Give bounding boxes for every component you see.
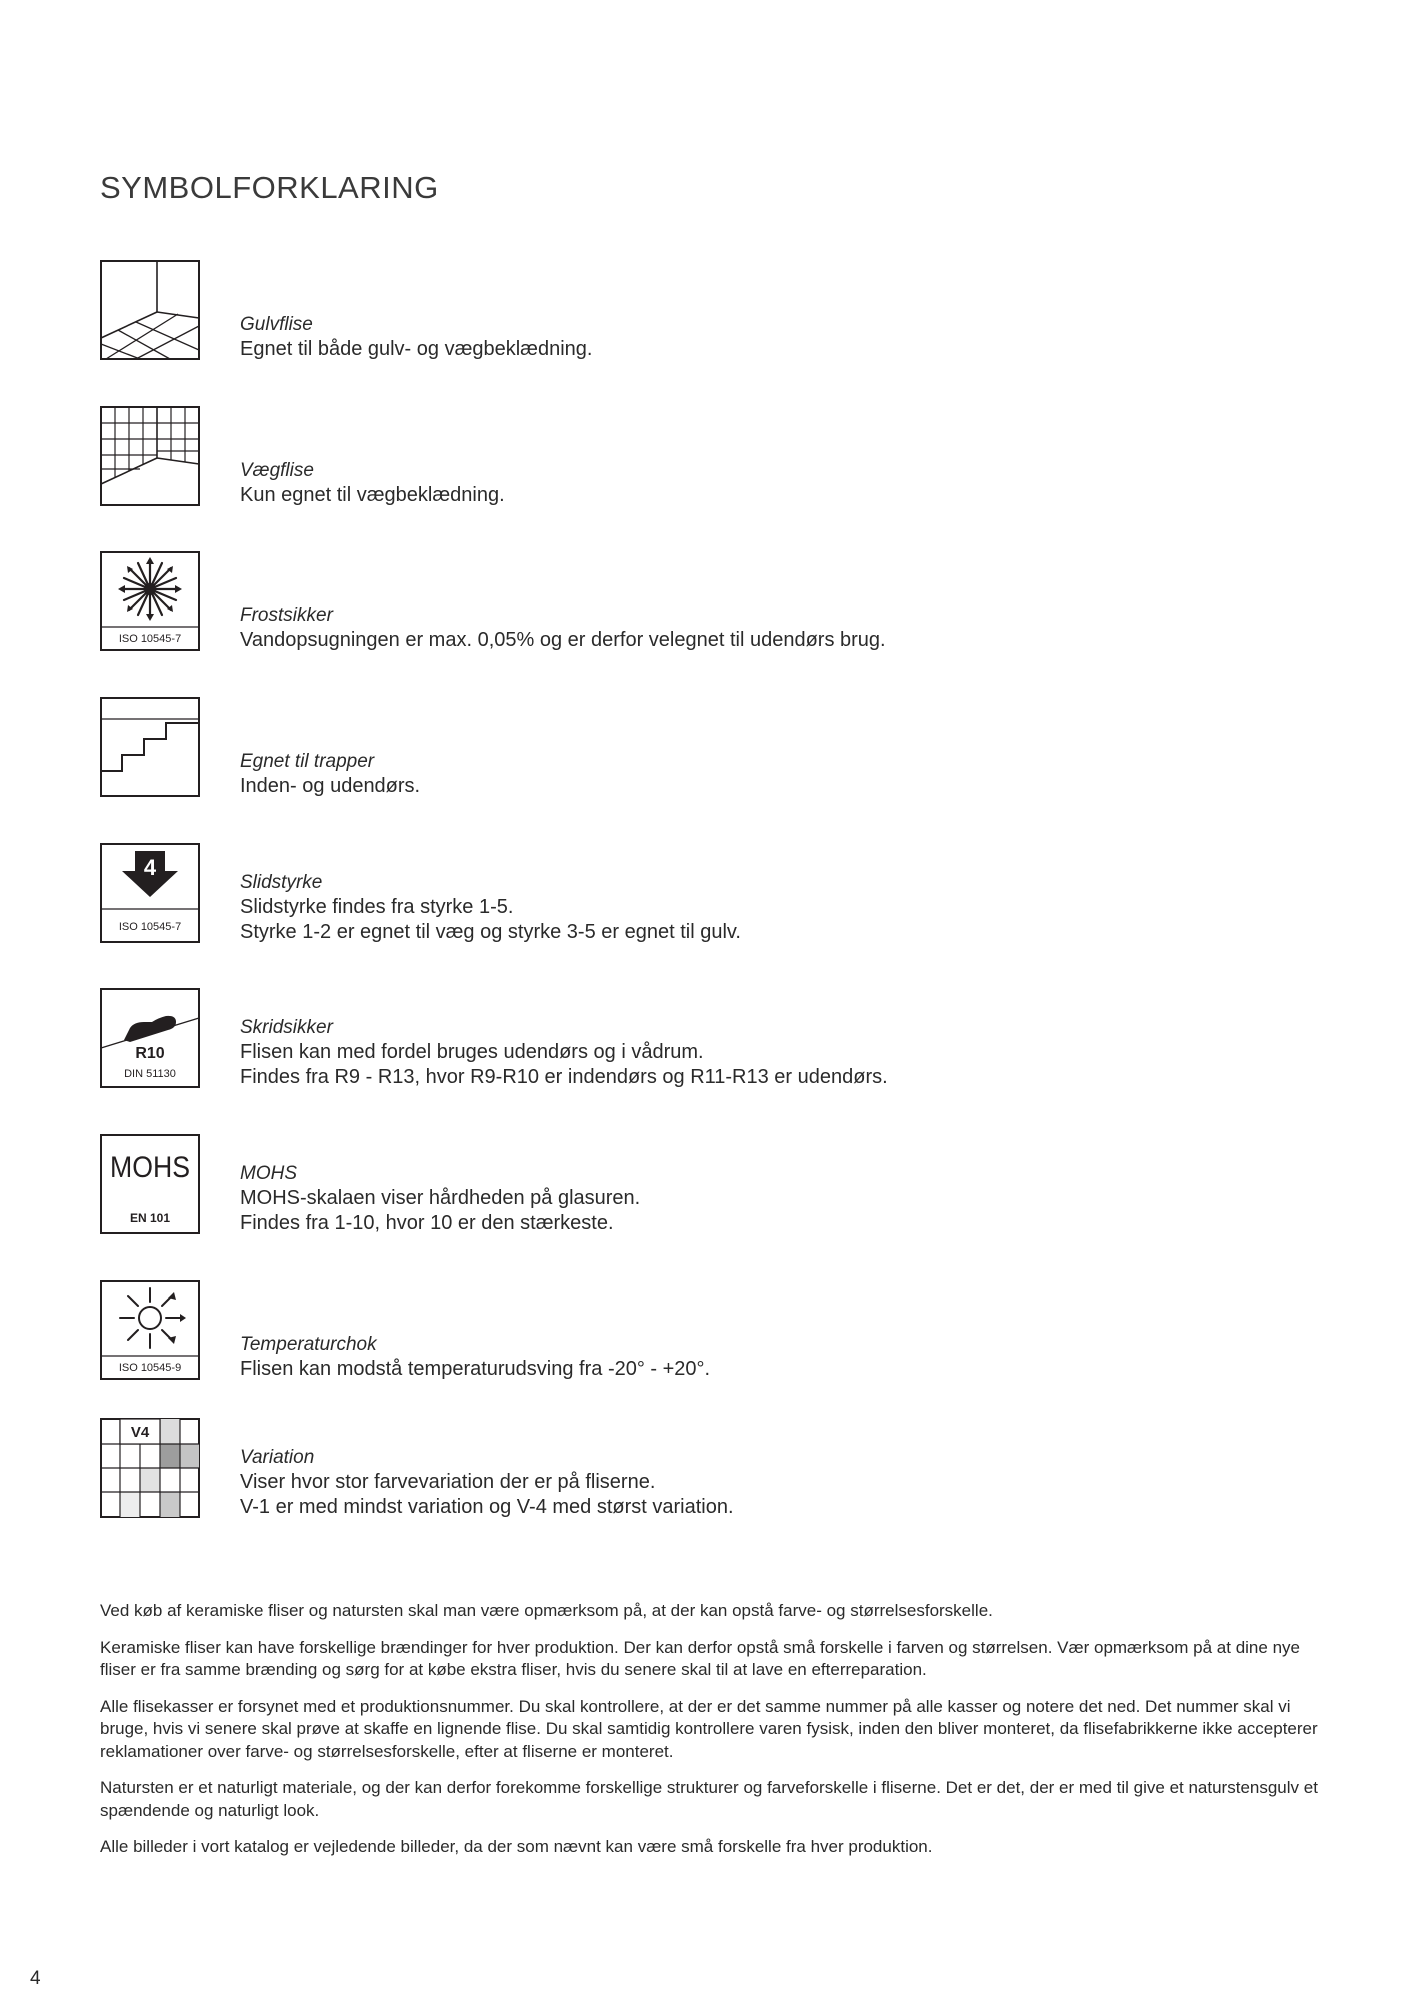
symbol-text [240,458,1240,508]
symbol-row-slip-resistant [100,988,1250,1088]
thermal-shock-icon [100,1280,200,1380]
symbol-row-frost-resistant [100,551,1250,651]
symbol-title: Vægflise [240,460,314,481]
symbol-description: V-1 er med mindst variation og V-4 med størst variation. [240,1496,734,1518]
symbol-text [240,1015,1240,1090]
icon-standard-label: ISO 10545-9 [118,1362,182,1374]
symbol-row-stairs [100,697,1250,797]
icon-wear-class: 4 [143,855,157,880]
symbol-description: MOHS-skalaen viser hårdheden på glasuren. [240,1187,641,1209]
color-variation-icon [100,1418,200,1518]
symbol-title: Frostsikker [240,605,333,626]
symbol-description: Inden- og udendørs. [240,775,421,797]
symbol-description: Kun egnet til vægbeklædning. [240,484,505,506]
symbol-title: Variation [240,1447,315,1468]
info-text-block [100,1600,1330,1873]
symbol-row-thermal-shock [100,1280,1250,1380]
symbol-title: Slidstyrke [240,872,323,893]
symbol-title: Gulvflise [240,314,313,335]
symbol-text [240,603,1240,653]
wear-resistance-icon [100,843,200,943]
symbol-row-mohs [100,1134,1250,1234]
symbol-row-variation [100,1418,1250,1518]
wall-tile-icon [100,406,200,506]
symbol-row-wall-tile [100,406,1250,506]
symbol-description: Flisen kan med fordel bruges udendørs og i vådrum. [240,1041,704,1063]
icon-standard-label: ISO 10545-7 [118,921,182,933]
symbol-title: Skridsikker [240,1017,333,1038]
symbol-text [240,1332,1240,1382]
info-paragraph: Alle flisekasser er forsynet med et produktionsnummer. Du skal kontrollere, at der er det samme nummer på alle kasser og notere det ned. Det nummer skal vi bruge, hvis vi senere skal prøve at skaffe en lignende flise. Du skal samtidig kontrollere varen fysisk, inden den bliver monteret, da flisefabrikkerne ikke accepterer reklamationer over farve- og størrelsesforskelle, efter at fliserne er monteret. [100,1696,1318,1761]
symbol-description: Findes fra R9 - R13, hvor R9-R10 er indendørs og R11-R13 er udendørs. [240,1066,888,1088]
symbol-row-floor-tile [100,260,1250,360]
symbol-title: MOHS [240,1163,297,1184]
icon-slip-class: R10 [135,1045,165,1062]
symbol-text [240,1445,1240,1520]
icon-mohs-label: MOHS [110,1151,190,1184]
symbol-description: Egnet til både gulv- og vægbeklædning. [240,338,593,360]
frost-resistant-icon [100,551,200,651]
page-title: SYMBOLFORKLARING [100,170,439,205]
page-number: 4 [30,1968,41,1989]
symbol-text [240,749,1240,799]
info-paragraph: Alle billeder i vort katalog er vejledende billeder, da der som nævnt kan være små forskelle fra hver produktion. [100,1837,933,1856]
icon-variation-class: V4 [130,1424,150,1441]
symbol-text [240,312,1240,362]
info-paragraph: Keramiske fliser kan have forskellige brændinger for hver produktion. Der kan derfor opstå små forskelle i farven og størrelsen. Vær opmærksom på at dine nye fliser er fra samme brænding og sørg for at købe ekstra fliser, hvis du senere skal til at lave en efterreparation. [100,1637,1300,1679]
symbol-description: Viser hvor stor farvevariation der er på fliserne. [240,1471,656,1493]
symbol-title: Temperaturchok [240,1334,377,1355]
symbol-description: Flisen kan modstå temperaturudsving fra -20° - +20°. [240,1358,711,1380]
slip-resistant-icon [100,988,200,1088]
symbol-description: Findes fra 1-10, hvor 10 er den stærkeste. [240,1212,614,1234]
icon-standard-label: EN 101 [129,1211,171,1225]
symbol-title: Egnet til trapper [240,751,375,772]
floor-tile-icon [100,260,200,360]
info-paragraph: Natursten er et naturligt materiale, og der kan derfor forekomme forskellige strukturer og farveforskelle i fliserne. Det er det, der er med til give et naturstensgulv et spændende og naturligt look. [100,1778,1318,1820]
symbol-description: Slidstyrke findes fra styrke 1-5. [240,896,514,918]
icon-standard-label: ISO 10545-7 [118,633,182,645]
symbol-description: Styrke 1-2 er egnet til væg og styrke 3-5 er egnet til gulv. [240,921,741,943]
symbol-text [240,1161,1240,1236]
symbol-text [240,870,1240,945]
icon-standard-label: DIN 51130 [124,1068,176,1080]
symbol-description: Vandopsugningen er max. 0,05% og er derfor velegnet til udendørs brug. [240,629,886,651]
stairs-icon [100,697,200,797]
mohs-hardness-icon [100,1134,200,1234]
symbol-row-wear-resistance [100,843,1250,943]
info-paragraph: Ved køb af keramiske fliser og natursten skal man være opmærksom på, at der kan opstå farve- og størrelsesforskelle. [100,1601,993,1620]
